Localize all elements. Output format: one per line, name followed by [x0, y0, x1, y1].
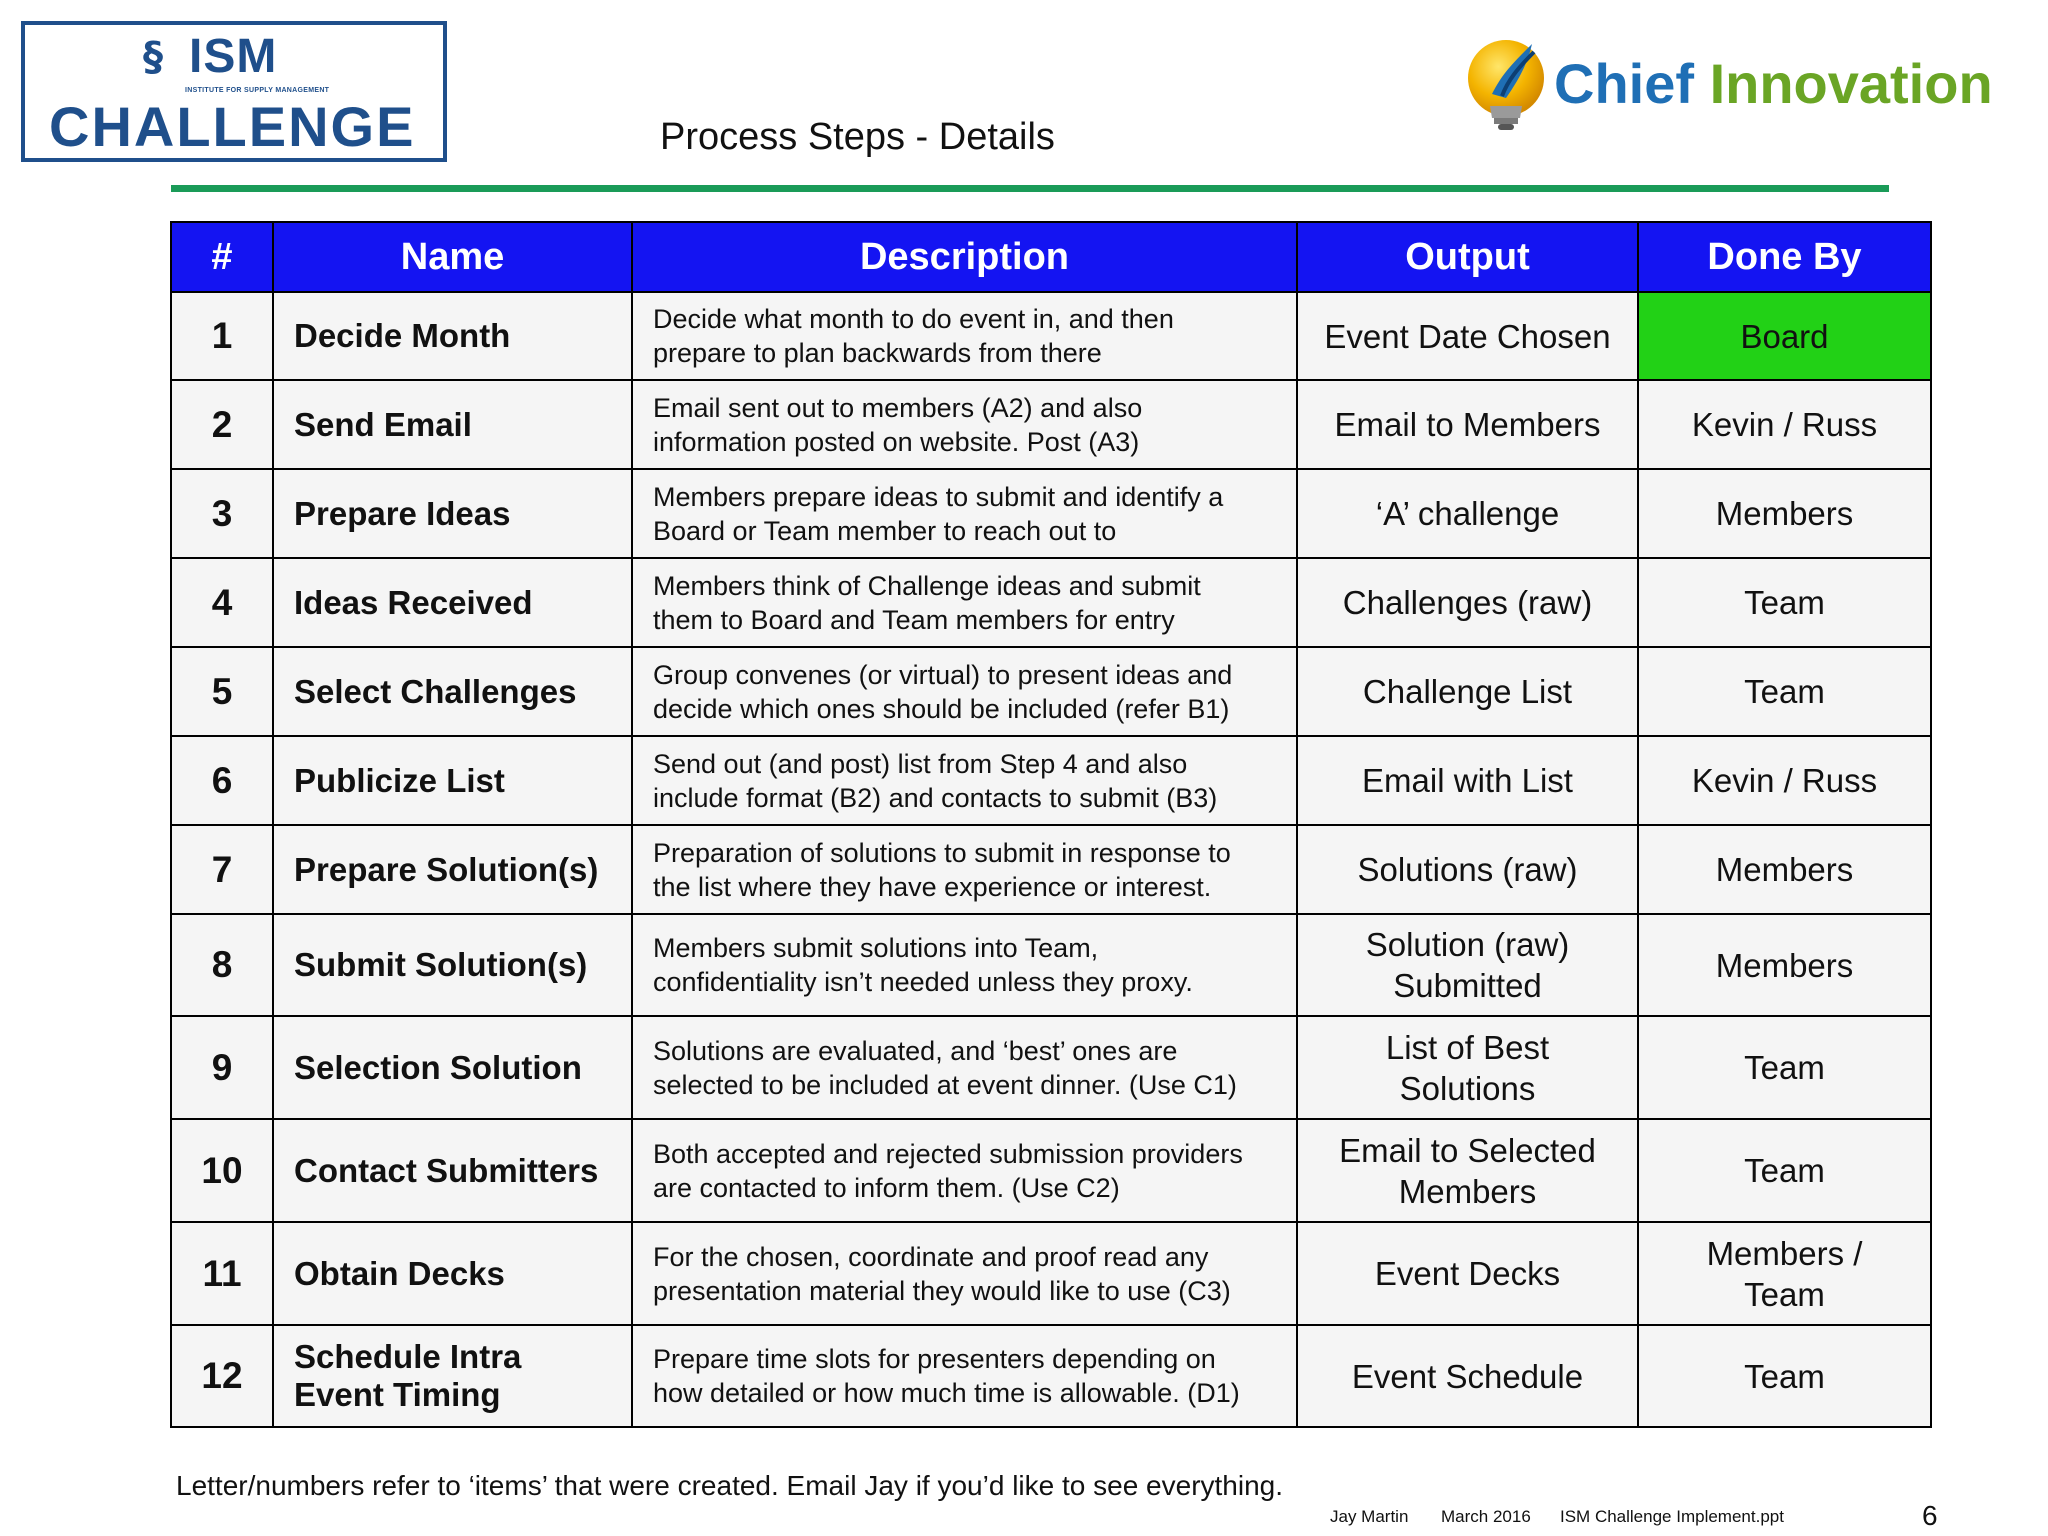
- done-by-line: Team: [1744, 1152, 1825, 1189]
- step-name: Submit Solution(s): [273, 914, 632, 1016]
- done-by-line: Team: [1744, 673, 1825, 710]
- step-number: 6: [171, 736, 273, 825]
- step-name: Send Email: [273, 380, 632, 469]
- output-line: Submitted: [1393, 967, 1542, 1004]
- output-line: Event Schedule: [1351, 1357, 1584, 1395]
- step-description: [632, 1016, 1297, 1119]
- done-by-line: Kevin / Russ: [1691, 762, 1878, 799]
- step-name: Select Challenges: [273, 647, 632, 736]
- ism-logo-top: [143, 30, 278, 83]
- step-output: [1297, 1222, 1638, 1325]
- done-by-line: Team: [1744, 1275, 1825, 1313]
- step-output: [1297, 825, 1638, 914]
- step-description: [632, 469, 1297, 558]
- description-line: confidentiality isn’t needed unless they proxy.: [653, 967, 1193, 997]
- chief-innovation-logo: [1462, 34, 1993, 134]
- step-done-by: [1638, 469, 1931, 558]
- table-row: [171, 825, 1931, 914]
- step-output: [1297, 736, 1638, 825]
- step-number: 7: [171, 825, 273, 914]
- step-name: [273, 1325, 632, 1427]
- table-row: [171, 558, 1931, 647]
- chief-innovation-wordmark: [1554, 54, 1993, 114]
- header-number: #: [171, 222, 273, 292]
- title-divider: [171, 185, 1889, 192]
- step-done-by: [1638, 1119, 1931, 1222]
- step-done-by: [1638, 380, 1931, 469]
- step-number: 2: [171, 380, 273, 469]
- table-row: [171, 647, 1931, 736]
- description-line: Group convenes (or virtual) to present ideas and: [653, 659, 1233, 690]
- step-output: [1297, 1016, 1638, 1119]
- step-description: [632, 292, 1297, 380]
- step-name: Ideas Received: [273, 558, 632, 647]
- footer-date: March 2016: [1441, 1507, 1531, 1526]
- description-line: Decide what month to do event in, and then: [653, 304, 1174, 334]
- step-output: [1297, 469, 1638, 558]
- output-line: Email with List: [1362, 762, 1573, 799]
- output-line: Event Decks: [1374, 1255, 1561, 1292]
- step-done-by: [1638, 825, 1931, 914]
- done-by-line: Team: [1744, 1357, 1825, 1395]
- ism-challenge-logo: [21, 21, 447, 162]
- done-by-line: Members /: [1706, 1234, 1863, 1272]
- output-line: Solutions: [1399, 1069, 1536, 1107]
- description-line: Both accepted and rejected submission providers: [653, 1138, 1243, 1169]
- table-row: [171, 1222, 1931, 1325]
- ism-logo-challenge: CHALLENGE: [49, 95, 416, 158]
- description-line: Members submit solutions into Team,: [653, 933, 1099, 963]
- step-done-by: [1638, 292, 1931, 380]
- table-row: [171, 469, 1931, 558]
- footer-file: ISM Challenge Implement.ppt: [1560, 1507, 1784, 1526]
- ism-logo-subtitle: INSTITUTE FOR SUPPLY MANAGEMENT: [185, 87, 330, 94]
- step-output: [1297, 380, 1638, 469]
- description-line: Prepare time slots for presenters depending on: [653, 1344, 1216, 1374]
- description-line: For the chosen, coordinate and proof read any: [653, 1241, 1209, 1272]
- step-number: 11: [171, 1222, 273, 1325]
- step-output: [1297, 558, 1638, 647]
- step-description: [632, 736, 1297, 825]
- done-by-line: Board: [1740, 317, 1829, 355]
- description-line: Send out (and post) list from Step 4 and also: [653, 748, 1188, 779]
- step-description: [632, 825, 1297, 914]
- done-by-line: Members: [1715, 851, 1854, 888]
- done-by-line: Members: [1715, 946, 1854, 984]
- done-by-line: Team: [1744, 584, 1825, 621]
- step-number: 8: [171, 914, 273, 1016]
- description-line: Board or Team member to reach out to: [653, 515, 1117, 546]
- step-number: 4: [171, 558, 273, 647]
- table-row: [171, 1119, 1931, 1222]
- step-output: [1297, 1325, 1638, 1427]
- output-line: Email to Selected: [1339, 1131, 1596, 1169]
- output-line: Solutions (raw): [1357, 851, 1578, 888]
- table-row: [171, 292, 1931, 380]
- description-line: Solutions are evaluated, and ‘best’ ones are: [653, 1035, 1178, 1066]
- description-line: Members think of Challenge ideas and submit: [653, 570, 1201, 601]
- process-steps-table: [170, 221, 1932, 1428]
- description-line: Preparation of solutions to submit in response to: [653, 837, 1231, 868]
- page-number: 6: [1922, 1500, 1938, 1531]
- output-line: Members: [1398, 1172, 1537, 1210]
- step-number: 9: [171, 1016, 273, 1119]
- step-name: Prepare Ideas: [273, 469, 632, 558]
- description-line: selected to be included at event dinner. (Use C1): [653, 1069, 1237, 1100]
- step-description: [632, 558, 1297, 647]
- description-line: Email sent out to members (A2) and also: [653, 392, 1143, 423]
- description-line: are contacted to inform them. (Use C2): [653, 1172, 1120, 1203]
- table-row: [171, 914, 1931, 1016]
- done-by-line: Team: [1744, 1049, 1825, 1086]
- chief-innovation-chief: Chief: [1554, 52, 1694, 115]
- footer-author: Jay Martin: [1330, 1507, 1409, 1526]
- description-line: them to Board and Team members for entry: [653, 604, 1175, 635]
- description-line: prepare to plan backwards from there: [653, 338, 1102, 368]
- table-header-row: [171, 222, 1931, 292]
- step-description: [632, 647, 1297, 736]
- output-line: List of Best: [1385, 1028, 1550, 1066]
- description-line: information posted on website. Post (A3): [653, 426, 1140, 457]
- step-done-by: [1638, 558, 1931, 647]
- chief-innovation-innovation: Innovation: [1709, 52, 1993, 115]
- step-number: 1: [171, 292, 273, 380]
- description-line: include format (B2) and contacts to submit (B3): [653, 782, 1218, 813]
- description-line: the list where they have experience or interest.: [653, 871, 1212, 902]
- step-name: Obtain Decks: [273, 1222, 632, 1325]
- page-title: Process Steps - Details: [660, 116, 1055, 158]
- step-done-by: [1638, 914, 1931, 1016]
- header-name: Name: [273, 222, 632, 292]
- output-line: Challenges (raw): [1342, 584, 1593, 621]
- description-line: how detailed or how much time is allowable. (D1): [653, 1378, 1240, 1408]
- table-row: [171, 736, 1931, 825]
- output-line: Event Date Chosen: [1324, 317, 1611, 355]
- step-done-by: [1638, 1325, 1931, 1427]
- step-description: [632, 1325, 1297, 1427]
- output-line: Email to Members: [1334, 406, 1601, 443]
- step-output: [1297, 914, 1638, 1016]
- done-by-line: Kevin / Russ: [1691, 406, 1878, 443]
- table-row: [171, 1016, 1931, 1119]
- done-by-line: Members: [1715, 495, 1854, 532]
- description-line: presentation material they would like to use (C3): [653, 1275, 1231, 1306]
- description-line: decide which ones should be included (refer B1): [653, 693, 1230, 724]
- ism-logo-word: ISM: [189, 30, 278, 83]
- lightbulb-icon: [1462, 34, 1558, 134]
- description-line: Members prepare ideas to submit and identify a: [653, 481, 1224, 512]
- header-output: Output: [1297, 222, 1638, 292]
- step-description: [632, 1119, 1297, 1222]
- step-description: [632, 380, 1297, 469]
- step-done-by: [1638, 1222, 1931, 1325]
- step-output: [1297, 292, 1638, 380]
- header-done-by: Done By: [1638, 222, 1931, 292]
- step-description: [632, 1222, 1297, 1325]
- table-row: [171, 380, 1931, 469]
- step-name: Prepare Solution(s): [273, 825, 632, 914]
- step-name: Decide Month: [273, 292, 632, 380]
- step-number: 10: [171, 1119, 273, 1222]
- footnote: Letter/numbers refer to ‘items’ that were created. Email Jay if you’d like to see everything.: [176, 1470, 1284, 1501]
- ism-emblem-icon: §: [143, 34, 163, 80]
- step-done-by: [1638, 647, 1931, 736]
- header-description: Description: [632, 222, 1297, 292]
- step-number: 3: [171, 469, 273, 558]
- step-number: 5: [171, 647, 273, 736]
- step-name-line: Event Timing: [294, 1376, 501, 1413]
- step-number: 12: [171, 1325, 273, 1427]
- step-output: [1297, 1119, 1638, 1222]
- table-row: [171, 1325, 1931, 1427]
- output-line: Solution (raw): [1365, 926, 1570, 963]
- step-name: Publicize List: [273, 736, 632, 825]
- step-name: Selection Solution: [273, 1016, 632, 1119]
- step-name: Contact Submitters: [273, 1119, 632, 1222]
- output-line: Challenge List: [1362, 673, 1573, 710]
- output-line: ‘A’ challenge: [1375, 495, 1560, 532]
- step-done-by: [1638, 736, 1931, 825]
- table-body: [171, 292, 1931, 1427]
- step-output: [1297, 647, 1638, 736]
- step-description: [632, 914, 1297, 1016]
- step-done-by: [1638, 1016, 1931, 1119]
- step-name-line: Schedule Intra: [294, 1338, 522, 1375]
